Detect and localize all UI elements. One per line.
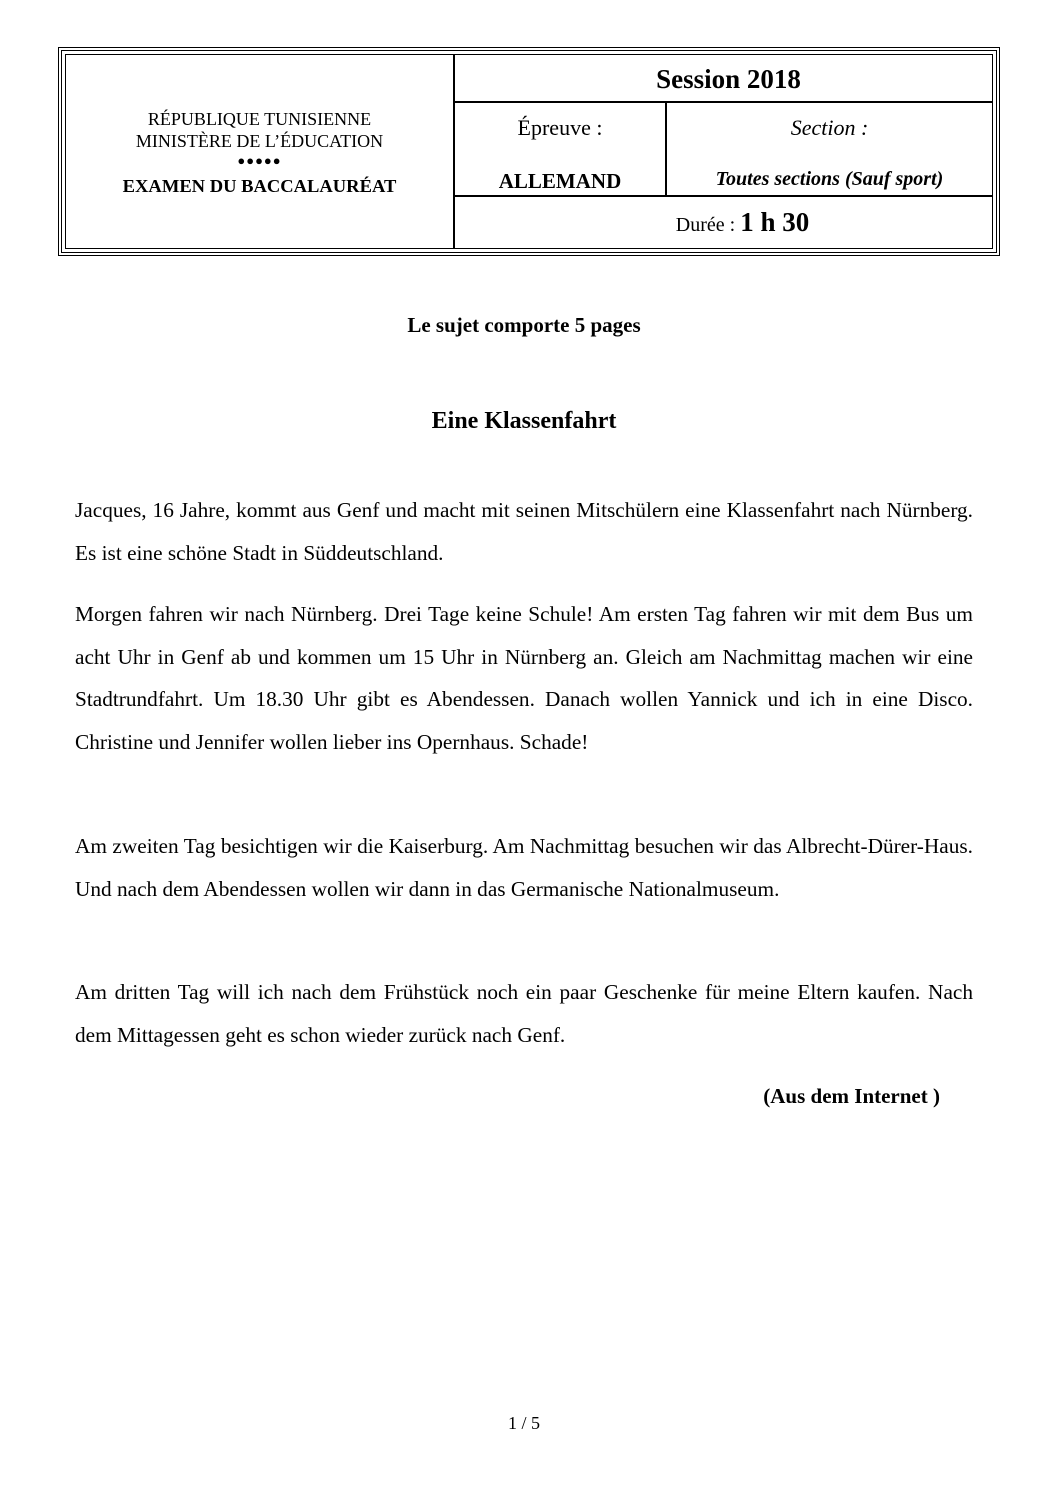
exam-info-block [455,55,992,248]
page-number: 1 / 5 [507,1413,540,1433]
paragraph-day-two: Am zweiten Tag besichtigen wir die Kaiserburg. Am Nachmittag besuchen wir das Albrecht-Dürer-Haus. Und nach dem Abendessen wollen wir dann in das Germanische Nationalmuseum. [75,834,973,901]
text-title: Eine Klassenfahrt [431,408,617,434]
duree-value: 1 h 30 [740,207,810,237]
country-name: RÉPUBLIQUE TUNISIENNE [147,109,372,129]
session-row [455,55,992,103]
paragraph-day-three: Am dritten Tag will ich nach dem Frühstück noch ein paar Geschenke für meine Eltern kaufen. Nach dem Mittagessen geht es schon wieder zurück nach Genf. [75,980,973,1047]
decorative-dots: ●●●●● [237,153,282,168]
section-cell [667,103,992,195]
duree-label: Durée : [675,214,741,236]
institution-block [66,55,455,248]
epreuve-label: Épreuve : [517,115,603,140]
session-year: Session 2018 [656,64,801,94]
duree [638,197,809,252]
ministry-name: MINISTÈRE DE L’ÉDUCATION [135,131,384,151]
exam-header [58,47,1000,256]
epreuve-value: ALLEMAND [498,169,622,193]
pages-note: Le sujet comporte 5 pages [407,313,641,337]
paragraph-intro: Jacques, 16 Jahre, kommt aus Genf und macht mit seinen Mitschülern eine Klassenfahrt nach Nürnberg. Es ist eine schöne Stadt in Süddeutschland. [75,498,973,565]
section-label: Section : [790,115,869,140]
source-citation: (Aus dem Internet ) [763,1084,940,1108]
paragraph-day-one: Morgen fahren wir nach Nürnberg. Drei Tage keine Schule! Am ersten Tag fahren wir mit dem Bus um acht Uhr in Genf ab und kommen um 15 Uhr in Nürnberg an. Gleich am Nachmittag machen wir eine Stadtrundfahrt. Um 18.30 Uhr gibt es Abendessen. Danach wollen Yannick und ich in eine Disco. Christine und Jennifer wollen lieber ins Opernhaus. Schade! [75,602,973,754]
exam-header-frame [65,54,993,249]
section-value: Toutes sections (Sauf sport) [715,168,944,190]
exam-name: EXAMEN DU BACCALAURÉAT [122,176,397,196]
duree-row [455,197,992,248]
subject-row [455,103,992,197]
epreuve-cell [455,103,667,195]
